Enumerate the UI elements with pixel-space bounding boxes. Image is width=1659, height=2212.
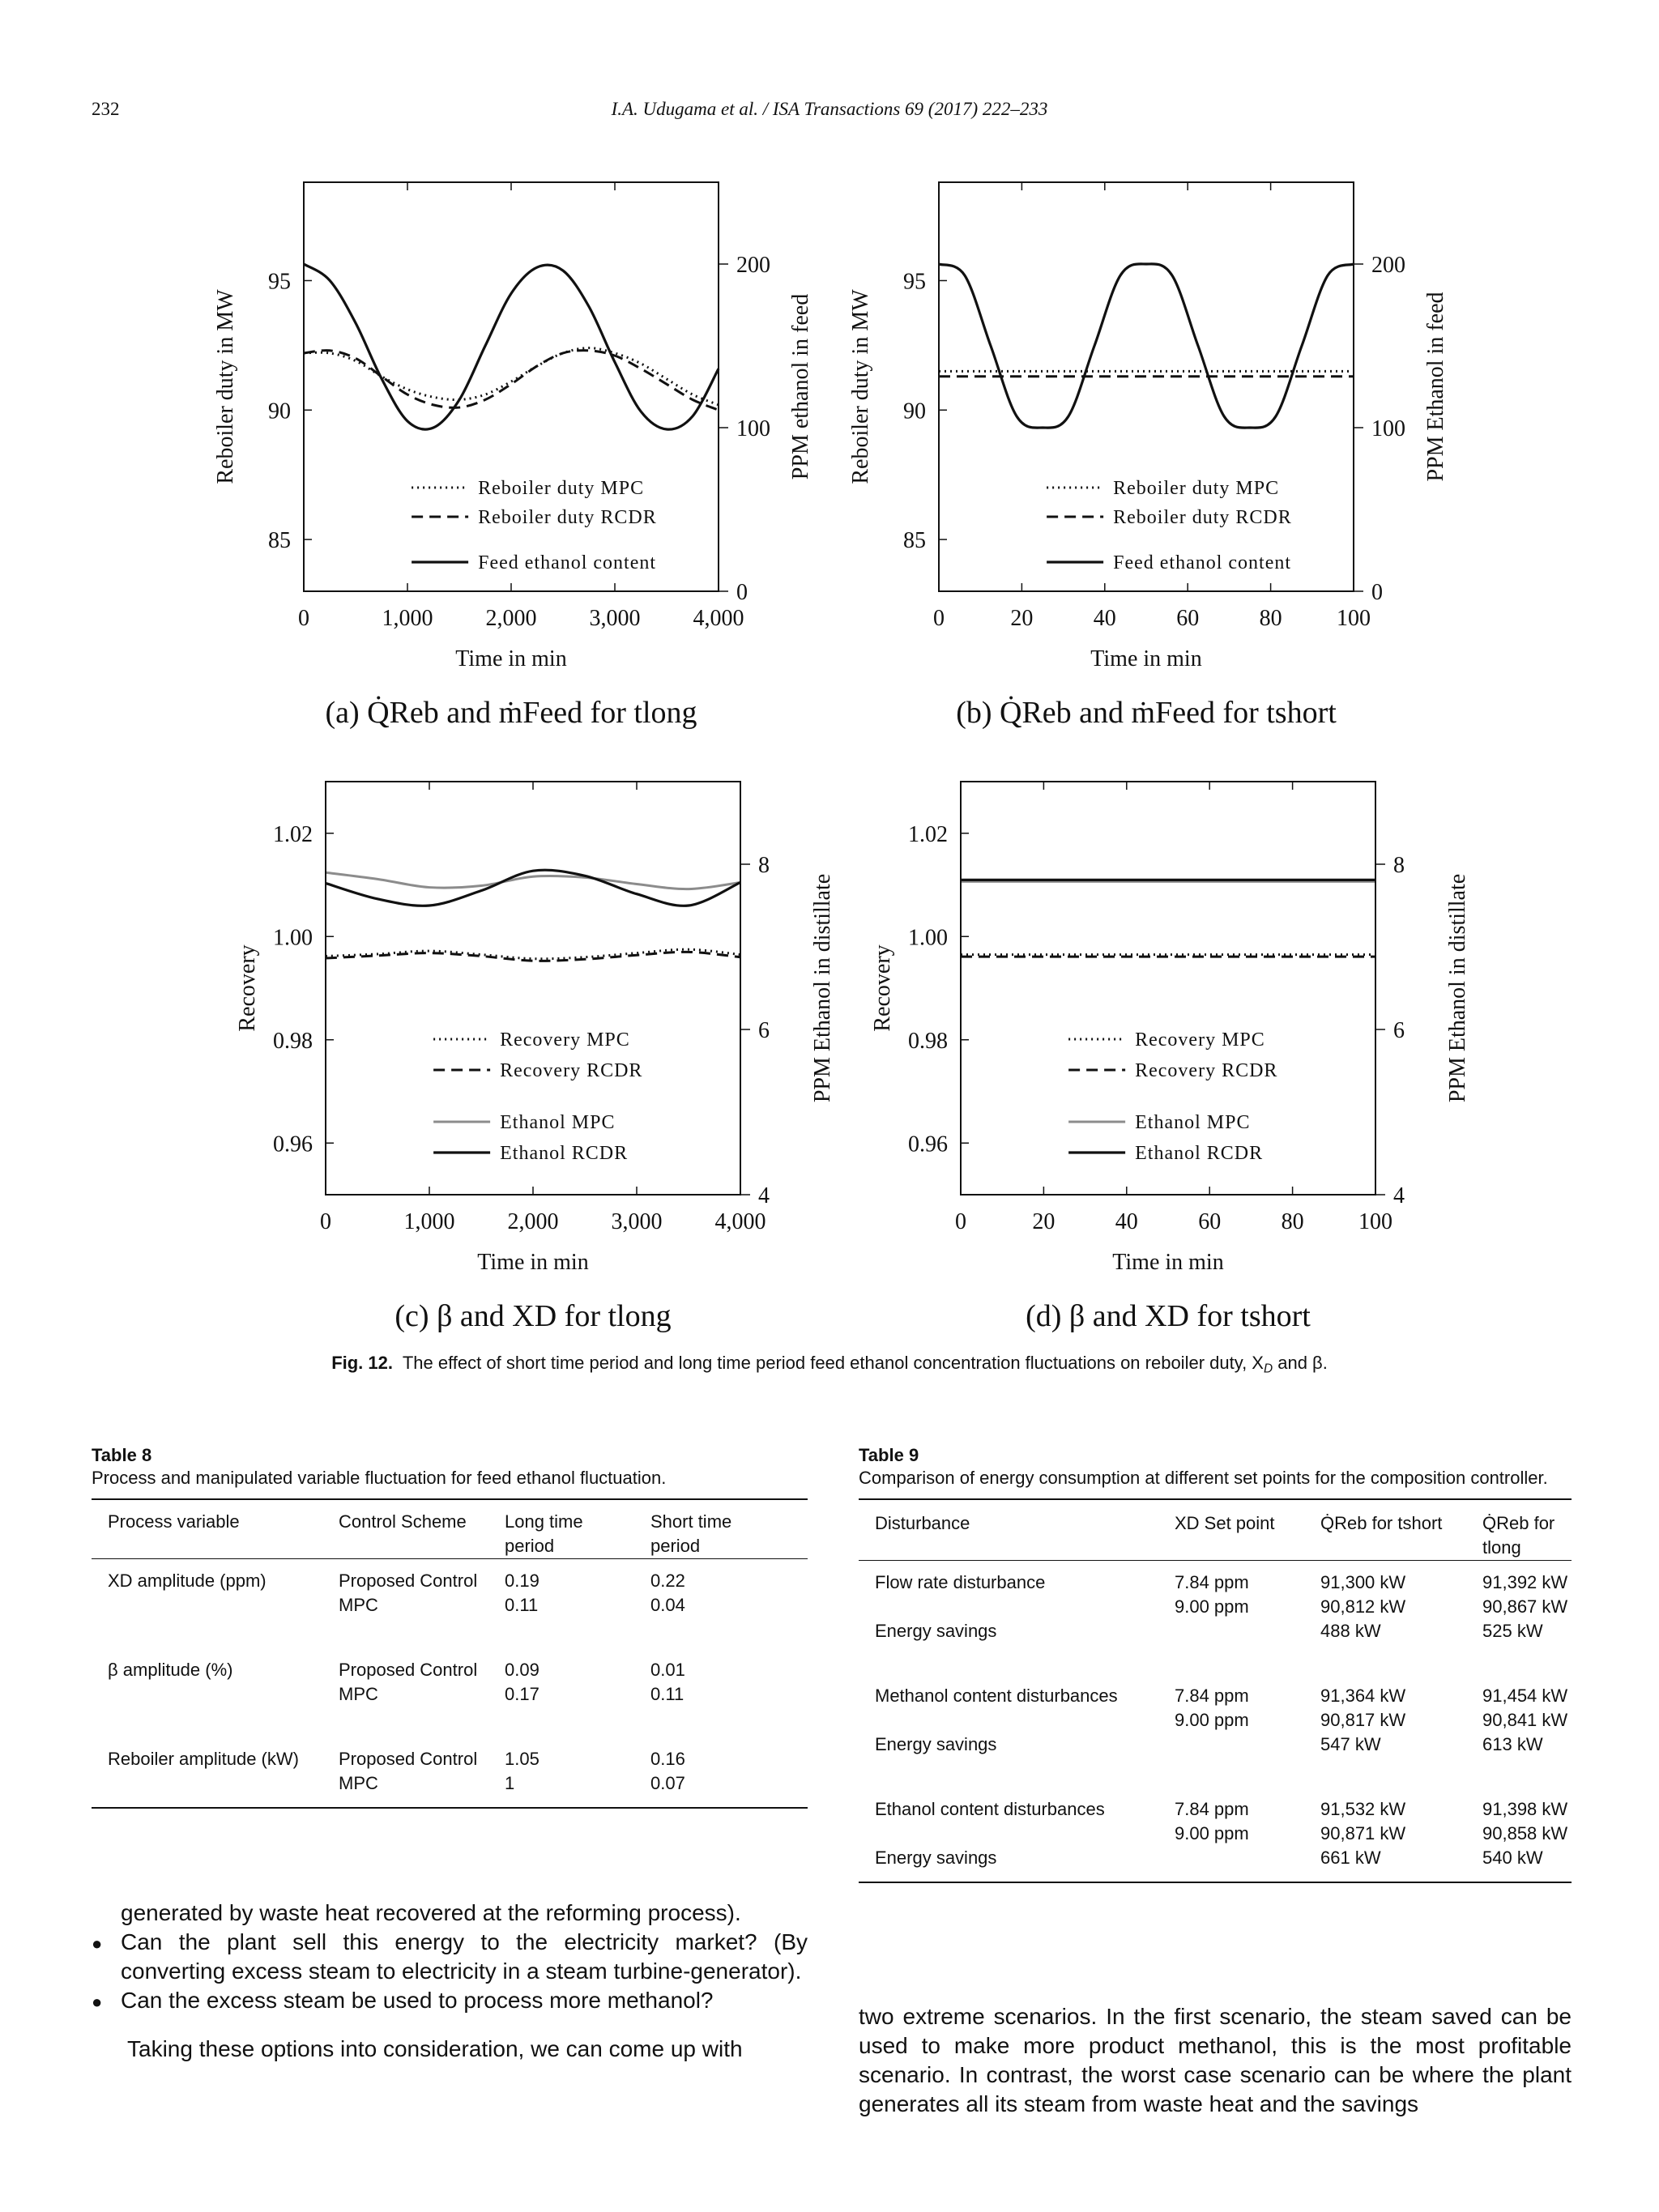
y-axis-label: Recovery xyxy=(235,944,260,1032)
right-column-text: two extreme scenarios. In the first scenario, the steam saved can be used to make more product methanol, this is the most profitable scenario. In contrast, the worst case scenario can be where the plant generates all its steam from waste heat and the savings xyxy=(859,2004,1572,2116)
table9-savings-value: 540 kW xyxy=(1482,1848,1543,1868)
legend-label: Feed ethanol content xyxy=(478,552,657,573)
series-line xyxy=(304,264,719,429)
left-continuation: generated by waste heat recovered at the reforming process). xyxy=(121,1900,741,1925)
x-tick-label: 60 xyxy=(1176,606,1200,631)
x-tick-label: 1,000 xyxy=(382,606,433,631)
table-row xyxy=(92,1559,808,1594)
y2-tick-label: 0 xyxy=(736,580,748,605)
table-row xyxy=(859,1643,1572,1708)
legend-label: Reboiler duty MPC xyxy=(1113,478,1280,499)
x-tick-label: 3,000 xyxy=(589,606,641,631)
legend-label: Feed ethanol content xyxy=(1113,552,1292,573)
figure-text: The effect of short time period and long time period feed ethanol concentration fluctuations on reboiler duty, X xyxy=(402,1353,1264,1373)
y-tick-label: 95 xyxy=(268,269,291,295)
table9-disturbance xyxy=(859,1822,1158,1846)
y-axis-label: Reboiler duty in MW xyxy=(213,289,238,484)
series-line xyxy=(326,952,740,961)
table9-savings-value: 525 kW xyxy=(1482,1621,1543,1641)
table8-cell: Proposed Control xyxy=(339,1660,478,1680)
figure-caption xyxy=(0,1353,1659,1377)
x-tick-label: 1,000 xyxy=(403,1209,455,1234)
y2-axis-label: PPM ethanol in feed xyxy=(788,293,813,480)
table9-savings-value: 613 kW xyxy=(1482,1734,1543,1754)
table9-cell: 91,454 kW xyxy=(1482,1686,1568,1706)
table8-cell: MPC xyxy=(339,1595,378,1615)
table-row xyxy=(859,1561,1572,1596)
table8-variable xyxy=(92,1771,322,1808)
running-title: I.A. Udugama et al. / ISA Transactions 69 (2017) 222–233 xyxy=(611,99,1048,119)
legend-label: Reboiler duty MPC xyxy=(478,478,645,499)
x-tick-label: 20 xyxy=(1032,1209,1056,1234)
bullet-item: ● Can the plant sell this energy to the electricity market? (By converting excess steam to electricity in a steam turbine-generator). xyxy=(92,1928,808,1986)
table8-variable xyxy=(92,1682,322,1707)
x-tick-label: 80 xyxy=(1259,606,1282,631)
y2-axis-label: PPM Ethanol in distillate xyxy=(1445,873,1470,1103)
table9-cell: 90,841 kW xyxy=(1482,1710,1568,1730)
table8-cell: MPC xyxy=(339,1773,378,1793)
table8-cell: 1.05 xyxy=(505,1749,539,1769)
table9-cell xyxy=(1158,1846,1304,1882)
table9-cell: 91,532 kW xyxy=(1320,1799,1406,1819)
table9-cell xyxy=(1158,1619,1304,1643)
legend-label: Recovery MPC xyxy=(500,1029,630,1051)
legend-label: Ethanol RCDR xyxy=(1135,1143,1264,1164)
table8-cell: 0.01 xyxy=(650,1660,685,1680)
y-tick-label: 85 xyxy=(268,528,291,554)
x-axis-label: Time in min xyxy=(477,1250,589,1275)
figure-text-tail: and β. xyxy=(1273,1353,1328,1373)
table8-cell: 0.19 xyxy=(505,1571,539,1591)
legend-label: Recovery RCDR xyxy=(500,1060,643,1081)
y2-tick-label: 200 xyxy=(1371,253,1405,278)
table8-cell: MPC xyxy=(339,1684,378,1704)
table9-disturbance: Ethanol content disturbances xyxy=(875,1799,1105,1819)
y-tick-label: 1.02 xyxy=(273,821,313,847)
legend-label: Ethanol RCDR xyxy=(500,1143,629,1164)
left-paragraph: Taking these options into consideration, we can come up with xyxy=(127,2036,743,2061)
table8-cell: 0.09 xyxy=(505,1660,539,1680)
table9-cell: 90,817 kW xyxy=(1320,1710,1406,1730)
table-row xyxy=(92,1593,808,1617)
table9-savings-value: 547 kW xyxy=(1320,1734,1381,1754)
x-axis-label: Time in min xyxy=(1090,646,1202,671)
x-tick-label: 2,000 xyxy=(507,1209,559,1234)
table9-header: XD Set point xyxy=(1175,1513,1275,1533)
table-row-savings xyxy=(859,1733,1572,1757)
left-column-text xyxy=(92,1899,808,2064)
y2-tick-label: 6 xyxy=(1393,1018,1405,1043)
table9-cell: 7.84 ppm xyxy=(1175,1686,1249,1706)
table9-cell xyxy=(1158,1733,1304,1757)
table8-block xyxy=(92,1445,808,1809)
table9-savings-label: Energy savings xyxy=(875,1848,997,1868)
y-tick-label: 0.96 xyxy=(273,1132,313,1157)
x-tick-label: 0 xyxy=(320,1209,331,1234)
x-tick-label: 0 xyxy=(933,606,945,631)
y-tick-label: 90 xyxy=(268,399,291,424)
legend-label: Ethanol MPC xyxy=(500,1112,616,1133)
x-tick-label: 60 xyxy=(1198,1209,1222,1234)
page-number: 232 xyxy=(92,99,120,119)
table8-header: Control Scheme xyxy=(339,1511,467,1532)
y2-tick-label: 4 xyxy=(758,1183,770,1208)
table9-cell: 7.84 ppm xyxy=(1175,1572,1249,1592)
table8-variable: β amplitude (%) xyxy=(108,1660,233,1680)
x-tick-label: 100 xyxy=(1358,1209,1392,1234)
table8-cell: 0.17 xyxy=(505,1684,539,1704)
table8-desc: Process and manipulated variable fluctuation for feed ethanol fluctuation. xyxy=(92,1468,667,1488)
plot-frame xyxy=(304,182,719,591)
chart-c xyxy=(203,765,835,1349)
table9-header: Disturbance xyxy=(875,1513,970,1533)
table9 xyxy=(859,1498,1572,1883)
table9-cell: 9.00 ppm xyxy=(1175,1710,1249,1730)
table9-disturbance: Flow rate disturbance xyxy=(875,1572,1046,1592)
x-axis-label: Time in min xyxy=(1112,1250,1224,1275)
table9-cell: 91,398 kW xyxy=(1482,1799,1568,1819)
table8-variable: Reboiler amplitude (kW) xyxy=(108,1749,299,1769)
table9-cell: 9.00 ppm xyxy=(1175,1823,1249,1843)
table8-cell: Proposed Control xyxy=(339,1571,478,1591)
x-tick-label: 4,000 xyxy=(714,1209,766,1234)
subcaption: (d) β and XD for tshort xyxy=(1026,1299,1311,1333)
table8-header: Short time period xyxy=(650,1511,732,1556)
series-line xyxy=(326,872,740,889)
subcaption: (b) Q̇Reb and ṁFeed for tshort xyxy=(956,696,1337,730)
table8 xyxy=(92,1498,808,1809)
table9-savings-value: 661 kW xyxy=(1320,1848,1381,1868)
y2-tick-label: 8 xyxy=(758,853,770,878)
table9-cell: 90,812 kW xyxy=(1320,1596,1406,1617)
figure-text-sub: D xyxy=(1263,1362,1273,1376)
table8-title: Table 8 xyxy=(92,1445,152,1465)
y-tick-label: 1.00 xyxy=(908,925,948,951)
x-tick-label: 20 xyxy=(1010,606,1034,631)
x-tick-label: 0 xyxy=(298,606,309,631)
table-row xyxy=(92,1771,808,1808)
table-row xyxy=(859,1595,1572,1619)
table9-savings-label: Energy savings xyxy=(875,1734,997,1754)
table9-cell: 91,300 kW xyxy=(1320,1572,1406,1592)
table-row xyxy=(859,1822,1572,1846)
table9-cell: 90,871 kW xyxy=(1320,1823,1406,1843)
y2-tick-label: 200 xyxy=(736,253,770,278)
table8-cell: Proposed Control xyxy=(339,1749,478,1769)
subcaption: (a) Q̇Reb and ṁFeed for tlong xyxy=(325,696,697,730)
y-tick-label: 95 xyxy=(903,269,926,295)
table9-disturbance: Methanol content disturbances xyxy=(875,1686,1118,1706)
x-tick-label: 40 xyxy=(1093,606,1116,631)
y-axis-label: Recovery xyxy=(870,944,895,1032)
table9-savings-value: 488 kW xyxy=(1320,1621,1381,1641)
table9-title: Table 9 xyxy=(859,1445,919,1465)
chart-a xyxy=(203,162,826,745)
table-row-savings xyxy=(859,1619,1572,1643)
y2-tick-label: 100 xyxy=(1371,416,1405,441)
table9-cell: 90,867 kW xyxy=(1482,1596,1568,1617)
table8-cell: 0.16 xyxy=(650,1749,685,1769)
y-tick-label: 0.96 xyxy=(908,1132,948,1157)
y2-axis-label: PPM Ethanol in distillate xyxy=(810,873,835,1103)
legend-label: Reboiler duty RCDR xyxy=(1113,507,1292,528)
x-tick-label: 100 xyxy=(1337,606,1371,631)
table9-savings-label: Energy savings xyxy=(875,1621,997,1641)
y-tick-label: 1.00 xyxy=(273,925,313,951)
x-tick-label: 80 xyxy=(1281,1209,1304,1234)
legend-label: Ethanol MPC xyxy=(1135,1112,1251,1133)
table9-disturbance xyxy=(859,1595,1158,1619)
table9-cell: 90,858 kW xyxy=(1482,1823,1568,1843)
subcaption: (c) β and XD for tlong xyxy=(394,1299,672,1333)
table9-block xyxy=(859,1445,1572,1883)
x-tick-label: 40 xyxy=(1115,1209,1138,1234)
legend-label: Recovery RCDR xyxy=(1135,1060,1278,1081)
table8-cell: 0.11 xyxy=(650,1684,684,1704)
series-line xyxy=(939,264,1354,428)
table9-header: Q̇Reb for tshort xyxy=(1320,1513,1443,1533)
y-tick-label: 90 xyxy=(903,399,926,424)
table8-header: Process variable xyxy=(108,1511,240,1532)
table9-cell: 91,392 kW xyxy=(1482,1572,1568,1592)
table9-disturbance xyxy=(859,1708,1158,1733)
table9-cell: 7.84 ppm xyxy=(1175,1799,1249,1819)
y2-tick-label: 4 xyxy=(1393,1183,1405,1208)
y-tick-label: 0.98 xyxy=(273,1028,313,1054)
table9-header: Q̇Reb for tlong xyxy=(1482,1513,1555,1558)
table-row xyxy=(859,1757,1572,1822)
table8-variable: XD amplitude (ppm) xyxy=(108,1571,267,1591)
table9-cell: 91,364 kW xyxy=(1320,1686,1406,1706)
y-tick-label: 1.02 xyxy=(908,821,948,847)
y-axis-label: Reboiler duty in MW xyxy=(848,289,873,484)
y-tick-label: 85 xyxy=(903,528,926,554)
x-axis-label: Time in min xyxy=(455,646,567,671)
series-line xyxy=(304,348,719,405)
y-tick-label: 0.98 xyxy=(908,1028,948,1054)
table-row-savings xyxy=(859,1846,1572,1882)
table8-cell: 0.22 xyxy=(650,1571,685,1591)
table9-cell: 9.00 ppm xyxy=(1175,1596,1249,1617)
plot-frame xyxy=(939,182,1354,591)
bullet-item: ● Can the excess steam be used to process more methanol? xyxy=(92,1986,808,2015)
table8-cell: 1 xyxy=(505,1773,515,1793)
x-tick-label: 2,000 xyxy=(485,606,537,631)
table9-desc: Comparison of energy consumption at different set points for the composition controller. xyxy=(859,1468,1548,1488)
legend-label: Recovery MPC xyxy=(1135,1029,1265,1051)
chart-d xyxy=(838,765,1470,1349)
table-row xyxy=(92,1707,808,1771)
x-tick-label: 0 xyxy=(955,1209,966,1234)
table8-header: Long time period xyxy=(505,1511,583,1556)
figure-label: Fig. 12. xyxy=(331,1353,393,1373)
y2-tick-label: 8 xyxy=(1393,853,1405,878)
table8-variable xyxy=(92,1593,322,1617)
legend-label: Reboiler duty RCDR xyxy=(478,507,657,528)
table8-cell: 0.04 xyxy=(650,1595,685,1615)
y2-axis-label: PPM Ethanol in feed xyxy=(1423,292,1448,482)
table8-cell: 0.07 xyxy=(650,1773,685,1793)
y2-tick-label: 6 xyxy=(758,1018,770,1043)
table-row xyxy=(92,1682,808,1707)
y2-tick-label: 0 xyxy=(1371,580,1383,605)
table-row xyxy=(859,1708,1572,1733)
x-tick-label: 3,000 xyxy=(611,1209,663,1234)
chart-b xyxy=(838,162,1461,745)
table8-cell: 0.11 xyxy=(505,1595,539,1615)
x-tick-label: 4,000 xyxy=(693,606,744,631)
y2-tick-label: 100 xyxy=(736,416,770,441)
table-row xyxy=(92,1617,808,1682)
